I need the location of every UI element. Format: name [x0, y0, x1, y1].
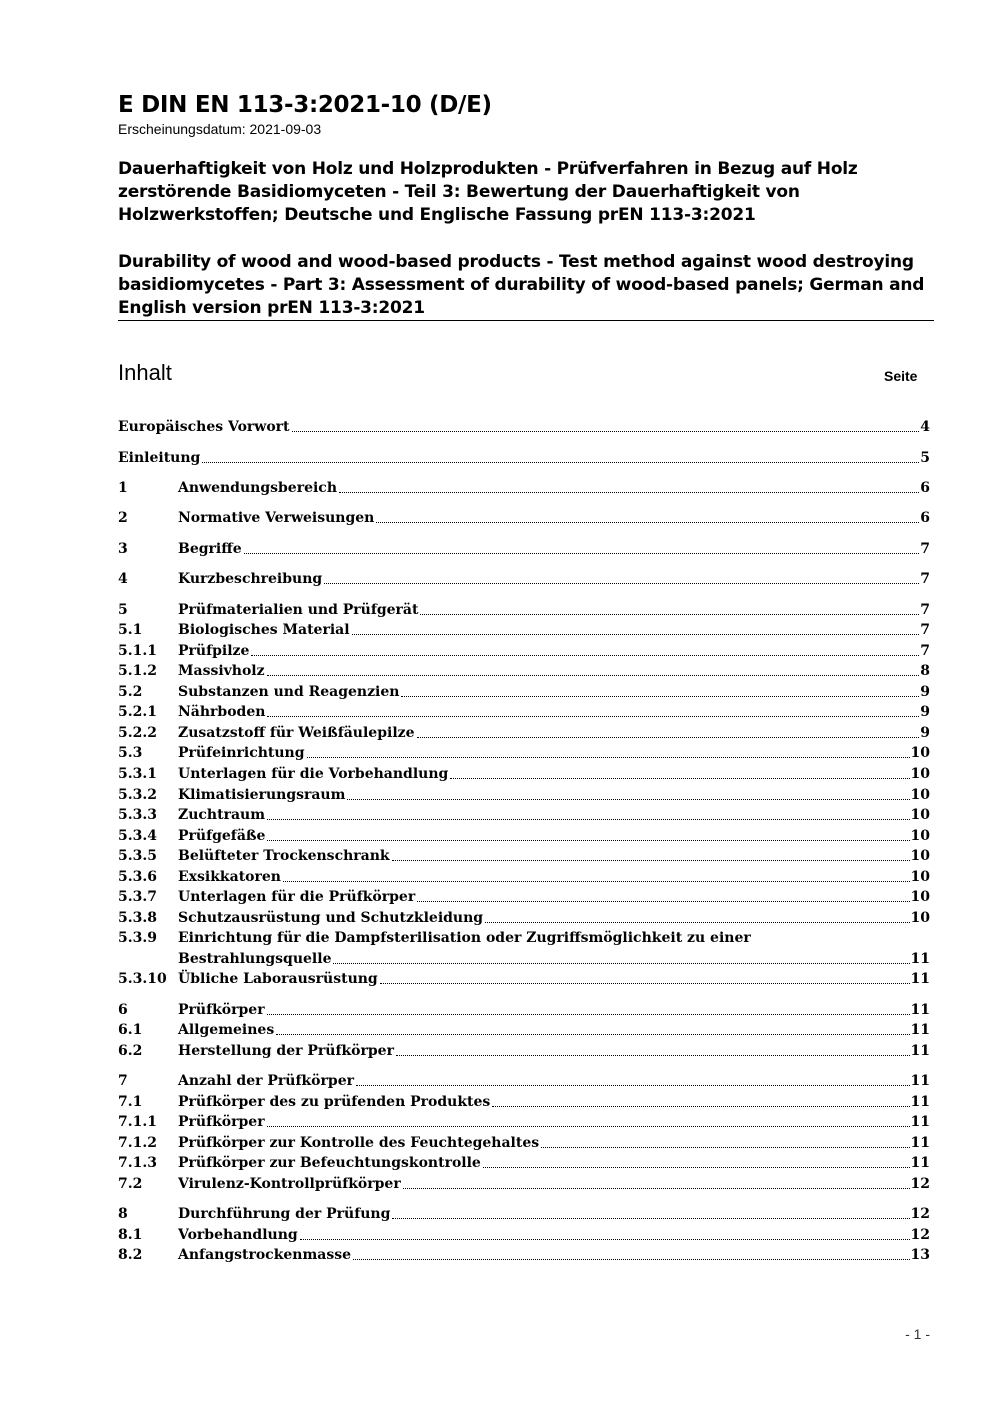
toc-entry[interactable] — [118, 539, 930, 559]
toc-entry[interactable] — [118, 743, 930, 763]
toc-entry-number: 6 — [118, 1002, 128, 1018]
toc-leader — [356, 1084, 910, 1086]
toc-entry-page: 12 — [910, 1227, 930, 1243]
toc-leader — [324, 582, 919, 584]
toc-entry[interactable] — [118, 867, 930, 887]
toc-entry-text: Zusatzstoff für Weißfäulepilze — [178, 725, 415, 741]
toc-entry-multiline[interactable] — [118, 928, 930, 948]
toc-entry-page: 11 — [910, 1135, 930, 1151]
toc-leader — [392, 1217, 909, 1219]
toc-entry-text: Einleitung — [118, 450, 201, 466]
toc-entry[interactable] — [118, 887, 930, 907]
toc-leader — [483, 1166, 910, 1168]
toc-entry-text: Anzahl der Prüfkörper — [178, 1073, 354, 1089]
toc-entry[interactable] — [118, 1041, 930, 1061]
toc-entry-number: 5.3.7 — [118, 889, 157, 905]
toc-leader — [307, 756, 910, 758]
document-title-german: Dauerhaftigkeit von Holz und Holzprodukten - Prüfverfahren in Bezug auf Holz zerstörende Basidiomyceten - Teil 3: Bewertung der Dauerhaftigkeit von Holzwerkstoffen; Deutsche und Englische Fassung prEN 113-3:2021 — [118, 159, 858, 225]
toc-entry-text: Belüfteter Trockenschrank — [178, 848, 390, 864]
toc-entry[interactable] — [118, 1071, 930, 1091]
toc-entry-text: Prüfeinrichtung — [178, 745, 305, 761]
toc-entry[interactable] — [118, 702, 930, 722]
page-number: - 1 - — [905, 1326, 930, 1342]
toc-entry[interactable] — [118, 764, 930, 784]
toc-entry-text: Übliche Laborausrüstung — [178, 971, 378, 987]
toc-leader — [251, 654, 919, 656]
toc-leader — [403, 1187, 910, 1189]
toc-entry[interactable] — [118, 805, 930, 825]
toc-entry[interactable] — [118, 1204, 930, 1224]
toc-entry-number: 5.2.1 — [118, 704, 157, 720]
toc-entry-text: Unterlagen für die Prüfkörper — [178, 889, 416, 905]
toc-leader — [276, 1033, 909, 1035]
toc-entry-page: 5 — [920, 450, 930, 466]
toc-entry-number: 5.3.6 — [118, 869, 157, 885]
toc-entry[interactable] — [118, 723, 930, 743]
toc-entry-number: 5.2.2 — [118, 725, 157, 741]
toc-entry-number: 8.1 — [118, 1227, 143, 1243]
toc-entry[interactable] — [118, 1245, 930, 1265]
toc-leader — [333, 962, 909, 964]
toc-entry-text: Prüfkörper — [178, 1114, 265, 1130]
toc-entry-page: 10 — [910, 869, 930, 885]
toc-entry-page: 11 — [910, 971, 930, 987]
toc-leader — [267, 674, 920, 676]
toc-entry-number: 8 — [118, 1206, 128, 1222]
toc-leader — [420, 613, 919, 615]
toc-entry-number: 5.3 — [118, 745, 143, 761]
toc-entry-number: 5.3.2 — [118, 787, 157, 803]
toc-entry-number: 5.3.4 — [118, 828, 157, 844]
toc-entry-page: 10 — [910, 910, 930, 926]
toc-entry-number: 8.2 — [118, 1247, 143, 1263]
toc-entry-text: Exsikkatoren — [178, 869, 281, 885]
toc-entry-text: Nährboden — [178, 704, 266, 720]
toc-entry-number: 7.1.2 — [118, 1135, 157, 1151]
toc-leader — [396, 1054, 910, 1056]
toc-leader — [417, 736, 920, 738]
toc-entry-page: 7 — [920, 643, 930, 659]
toc-entry-text: Herstellung der Prüfkörper — [178, 1043, 394, 1059]
toc-leader — [202, 461, 919, 463]
toc-entry-page: 4 — [920, 419, 930, 435]
toc-entry-text: Durchführung der Prüfung — [178, 1206, 391, 1222]
toc-leader — [401, 695, 919, 697]
toc-entry[interactable] — [118, 478, 930, 498]
toc-entry-text: Europäisches Vorwort — [118, 419, 290, 435]
toc-entry-text: Prüfmaterialien und Prüfgerät — [178, 602, 419, 618]
toc-entry-text: Prüfkörper zur Kontrolle des Feuchtegehaltes — [178, 1135, 540, 1151]
toc-entry-page: 7 — [920, 571, 930, 587]
toc-entry[interactable] — [118, 1000, 930, 1020]
toc-entry-number: 5.3.9 — [118, 930, 157, 946]
document-title-english: Durability of wood and wood-based products - Test method against wood destroying basidiomycetes - Part 3: Assessment of durability of wood-based panels; German and English version prEN 113-3:2021 — [118, 252, 925, 318]
toc-entry-number: 5.3.3 — [118, 807, 157, 823]
toc-entry[interactable] — [118, 682, 930, 702]
toc-entry-page: 13 — [910, 1247, 930, 1263]
toc-entry-page: 10 — [910, 807, 930, 823]
toc-entry-page: 10 — [910, 848, 930, 864]
toc-entry-number: 7 — [118, 1073, 128, 1089]
toc-entry-page: 7 — [920, 602, 930, 618]
toc-entry-page: 10 — [910, 828, 930, 844]
toc-entry-number: 7.2 — [118, 1176, 143, 1192]
toc-entry[interactable] — [118, 448, 930, 468]
toc-leader — [267, 818, 910, 820]
toc-entry-number: 6.2 — [118, 1043, 143, 1059]
toc-entry[interactable] — [118, 846, 930, 866]
toc-entry-text: Bestrahlungsquelle — [178, 951, 332, 967]
toc-entry-page: 11 — [910, 1002, 930, 1018]
toc-entry-page: 7 — [920, 622, 930, 638]
toc-entry-page: 12 — [910, 1176, 930, 1192]
toc-entry-page: 10 — [910, 787, 930, 803]
toc-entry-text: Vorbehandlung — [178, 1227, 298, 1243]
toc-leader — [485, 921, 909, 923]
toc-entry[interactable] — [118, 785, 930, 805]
toc-entry-number: 6.1 — [118, 1022, 143, 1038]
toc-entry-page: 11 — [910, 1043, 930, 1059]
toc-entry-page: 9 — [920, 704, 930, 720]
toc-entry-number: 7.1.3 — [118, 1155, 157, 1171]
toc-entry[interactable] — [118, 508, 930, 528]
toc-leader — [352, 633, 920, 635]
toc-entry-text: Kurzbeschreibung — [178, 571, 323, 587]
toc-leader — [450, 777, 909, 779]
toc-leader — [300, 1238, 910, 1240]
toc-entry-page: 11 — [910, 1114, 930, 1130]
toc-leader — [339, 491, 919, 493]
toc-entry-text: Normative Verweisungen — [178, 510, 375, 526]
toc-leader — [267, 1013, 910, 1015]
toc-entry[interactable] — [118, 1153, 930, 1173]
toc-entry-number: 5.1.2 — [118, 663, 157, 679]
publication-date: Erscheinungsdatum: 2021-09-03 — [118, 121, 322, 137]
toc-entry-number: 5.3.5 — [118, 848, 157, 864]
toc-entry-number: 5.3.8 — [118, 910, 157, 926]
toc-leader — [347, 798, 909, 800]
toc-entry-text: Klimatisierungsraum — [178, 787, 346, 803]
toc-entry-text: Anwendungsbereich — [178, 480, 337, 496]
toc-entry[interactable] — [118, 969, 930, 989]
toc-entry-page: 6 — [920, 480, 930, 496]
toc-leader — [417, 900, 909, 902]
toc-entry[interactable] — [118, 1174, 930, 1194]
toc-entry-text: Massivholz — [178, 663, 265, 679]
toc-heading: Inhalt — [118, 360, 172, 385]
toc-entry-text: Prüfgefäße — [178, 828, 266, 844]
standard-identifier: E DIN EN 113-3:2021-10 (D/E) — [118, 92, 492, 118]
toc-entry-text: Allgemeines — [178, 1022, 275, 1038]
toc-entry-text: Biologisches Material — [178, 622, 350, 638]
toc-entry[interactable] — [118, 826, 930, 846]
toc-entry-page: 11 — [910, 1022, 930, 1038]
toc-entry-number: 5.3.1 — [118, 766, 157, 782]
toc-entry-page: 8 — [920, 663, 930, 679]
toc-leader — [353, 1258, 909, 1260]
table-of-contents — [118, 0, 930, 1403]
toc-leader — [292, 430, 920, 432]
toc-entry-page: 10 — [910, 766, 930, 782]
toc-leader — [376, 521, 919, 523]
toc-entry-number: 2 — [118, 510, 128, 526]
toc-entry[interactable] — [118, 908, 930, 928]
toc-leader — [392, 859, 910, 861]
toc-entry[interactable] — [118, 1020, 930, 1040]
toc-entry-text: Prüfkörper des zu prüfenden Produktes — [178, 1094, 491, 1110]
toc-entry-number: 5.2 — [118, 684, 143, 700]
toc-entry-number: 5 — [118, 602, 128, 618]
toc-entry-text-line1: Einrichtung für die Dampfsterilisation oder Zugriffsmöglichkeit zu einer — [178, 930, 751, 946]
toc-entry-page: 7 — [920, 541, 930, 557]
toc-entry-text: Virulenz-Kontrollprüfkörper — [178, 1176, 401, 1192]
toc-entry-number: 7.1.1 — [118, 1114, 157, 1130]
toc-entry-text: Schutzausrüstung und Schutzkleidung — [178, 910, 484, 926]
toc-leader — [380, 982, 910, 984]
toc-entry[interactable] — [118, 1225, 930, 1245]
toc-entry-page: 11 — [910, 1073, 930, 1089]
toc-entry-number: 5.3.10 — [118, 971, 167, 987]
toc-entry[interactable] — [118, 1092, 930, 1112]
toc-entry-text: Prüfkörper zur Befeuchtungskontrolle — [178, 1155, 481, 1171]
toc-entry-number: 5.1.1 — [118, 643, 157, 659]
toc-entry[interactable] — [118, 620, 930, 640]
toc-entry-number: 1 — [118, 480, 128, 496]
toc-entry-text: Anfangstrockenmasse — [178, 1247, 352, 1263]
toc-entry-text: Prüfkörper — [178, 1002, 265, 1018]
toc-entry-text: Zuchtraum — [178, 807, 266, 823]
toc-entry-page: 12 — [910, 1206, 930, 1222]
toc-entry-number: 3 — [118, 541, 128, 557]
toc-leader — [267, 715, 919, 717]
toc-entry-number: 5.1 — [118, 622, 143, 638]
toc-entry-text: Substanzen und Reagenzien — [178, 684, 400, 700]
toc-entry-page: 10 — [910, 745, 930, 761]
toc-entry[interactable] — [118, 600, 930, 620]
toc-entry-continuation[interactable] — [118, 949, 930, 969]
toc-entry-text: Unterlagen für die Vorbehandlung — [178, 766, 449, 782]
toc-leader — [492, 1105, 909, 1107]
toc-entry-text: Begriffe — [178, 541, 242, 557]
toc-entry-page: 9 — [920, 684, 930, 700]
toc-entry-number: 7.1 — [118, 1094, 143, 1110]
toc-leader — [267, 1125, 910, 1127]
toc-entry-number: 4 — [118, 571, 128, 587]
toc-entry-page: 11 — [910, 951, 930, 967]
toc-entry[interactable] — [118, 569, 930, 589]
toc-leader — [541, 1146, 909, 1148]
toc-entry[interactable] — [118, 641, 930, 661]
toc-leader — [283, 880, 910, 882]
toc-entry[interactable] — [118, 417, 930, 437]
toc-entry-page: 11 — [910, 1094, 930, 1110]
toc-entry-page: 6 — [920, 510, 930, 526]
toc-entry[interactable] — [118, 1133, 930, 1153]
toc-entry-text: Prüfpilze — [178, 643, 250, 659]
toc-entry-page: 9 — [920, 725, 930, 741]
toc-leader — [244, 552, 920, 554]
toc-leader — [267, 839, 909, 841]
toc-page-column-label: Seite — [884, 368, 918, 384]
toc-entry[interactable] — [118, 661, 930, 681]
toc-entry-page: 11 — [910, 1155, 930, 1171]
toc-entry[interactable] — [118, 1112, 930, 1132]
toc-entry-page: 10 — [910, 889, 930, 905]
